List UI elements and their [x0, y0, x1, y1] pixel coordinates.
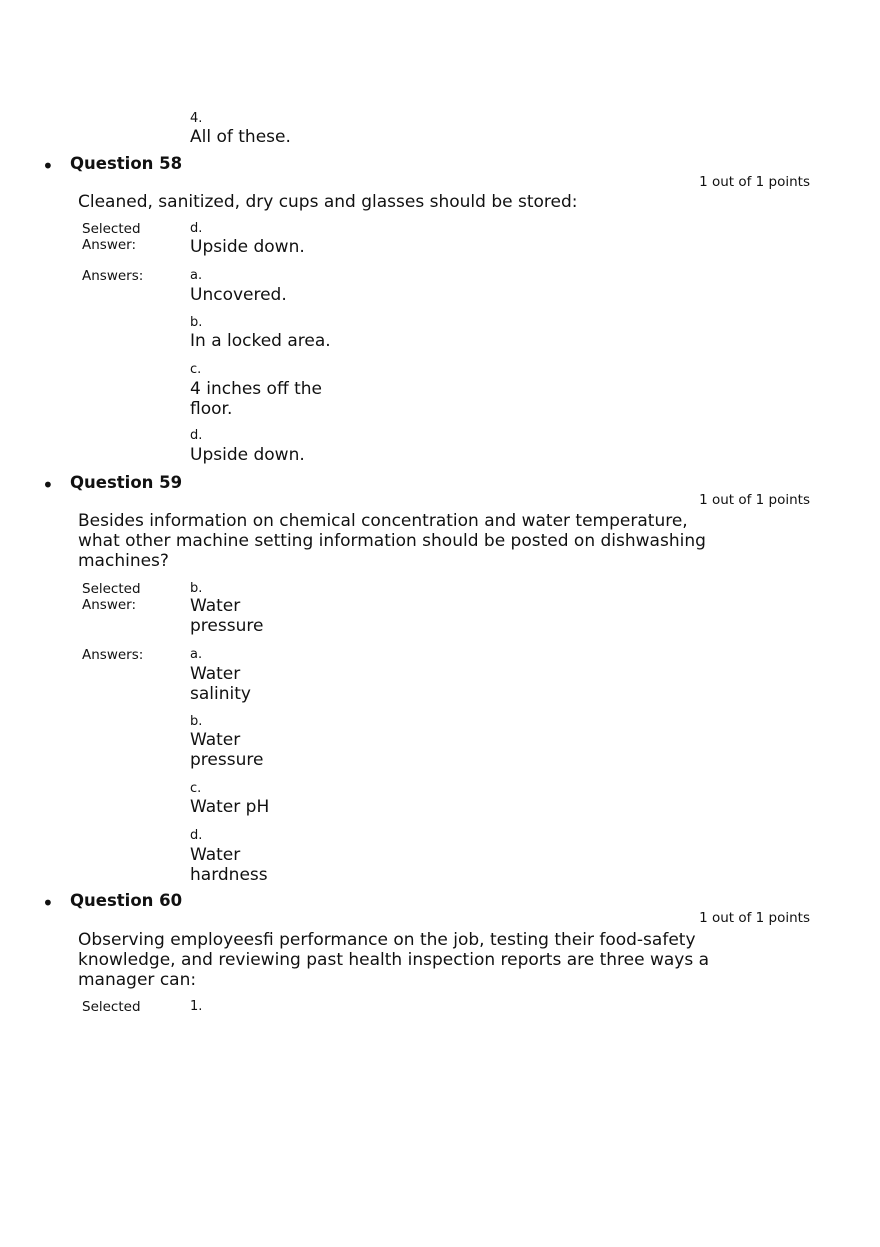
selected-answer-text: Upside down. [190, 237, 305, 257]
question-title: Question 60 [70, 891, 183, 910]
selected-answer-label: Selected Answer: [82, 221, 141, 253]
answer-text: Upside down. [190, 445, 305, 465]
answer-letter: d. [190, 828, 203, 843]
selected-answer-letter: d. [190, 221, 203, 236]
answer-text: Water hardness [190, 845, 268, 885]
points-label: 1 out of 1 points [699, 174, 810, 190]
question-prompt: Observing employeesﬁ performance on the job, testing their food-safety knowledge, and reviewing past health inspection reports are three ways a manager can: [78, 930, 710, 990]
answer-letter: c. [190, 362, 202, 377]
question-prompt: Besides information on chemical concentration and water temperature, what other machine setting information should be posted on dishwashing machines? [78, 511, 706, 571]
selected-answer-label: Selected [82, 999, 141, 1015]
top-answer-text: All of these. [190, 127, 291, 147]
answer-text: Water salinity [190, 664, 251, 704]
answer-text: Water pH [190, 797, 270, 817]
bullet-icon: • [42, 891, 54, 915]
top-answer-letter: 4. [190, 111, 203, 126]
question-title: Question 59 [70, 473, 183, 492]
answer-text: Water pressure [190, 730, 264, 770]
points-label: 1 out of 1 points [699, 492, 810, 508]
selected-answer-letter: b. [190, 581, 203, 596]
answers-label: Answers: [82, 647, 144, 663]
selected-answer-letter: 1. [190, 999, 203, 1014]
question-title: Question 58 [70, 154, 183, 173]
answer-text: In a locked area. [190, 331, 331, 351]
selected-answer-text: Water pressure [190, 596, 264, 636]
question-prompt: Cleaned, sanitized, dry cups and glasses should be stored: [78, 192, 578, 212]
answer-letter: a. [190, 268, 203, 283]
answer-text: 4 inches off the floor. [190, 379, 322, 419]
answer-letter: b. [190, 714, 203, 729]
answer-letter: a. [190, 647, 203, 662]
answer-text: Uncovered. [190, 285, 287, 305]
answer-letter: d. [190, 428, 203, 443]
points-label: 1 out of 1 points [699, 910, 810, 926]
answers-label: Answers: [82, 268, 144, 284]
bullet-icon: • [42, 473, 54, 497]
answer-letter: b. [190, 315, 203, 330]
bullet-icon: • [42, 154, 54, 178]
selected-answer-label: Selected Answer: [82, 581, 141, 613]
answer-letter: c. [190, 781, 202, 796]
